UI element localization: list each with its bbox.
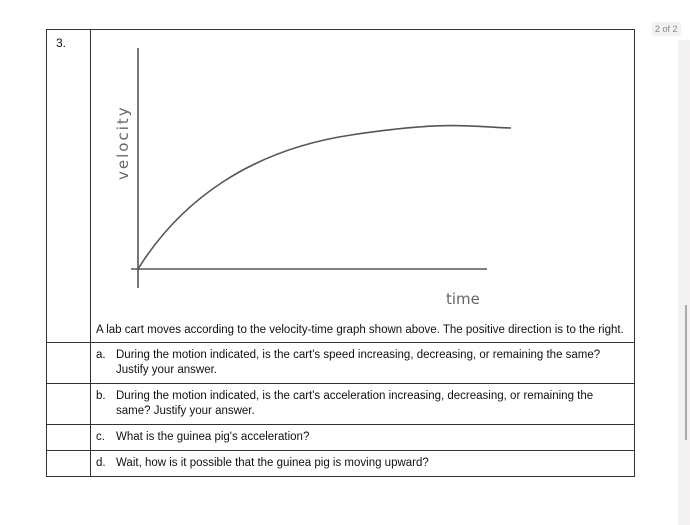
page-indicator: 2 of 2 — [652, 22, 681, 36]
part-letter: d. — [96, 457, 106, 469]
part-c-row — [47, 425, 635, 451]
part-d-row — [47, 451, 635, 477]
intro-text: A lab cart moves according to the velocity-time graph shown above. The positive direction is to the right. — [96, 324, 624, 336]
part-text: Wait, how is it possible that the guinea pig is moving upward? — [116, 457, 429, 469]
question-table — [46, 29, 635, 477]
part-b-row — [47, 384, 635, 425]
part-letter: a. — [96, 349, 106, 361]
part-a-row — [47, 343, 635, 384]
scrollbar-thumb[interactable] — [685, 305, 687, 440]
graph-cell — [91, 30, 635, 343]
question-number: 3. — [47, 30, 91, 343]
velocity-curve — [138, 126, 511, 270]
part-text: What is the guinea pig's acceleration? — [116, 431, 310, 443]
y-axis-label: velocity — [114, 105, 132, 180]
part-letter: c. — [96, 431, 105, 443]
scrollbar-track[interactable] — [678, 40, 690, 525]
part-letter: b. — [96, 390, 106, 402]
part-text: During the motion indicated, is the cart's acceleration increasing, decreasing, or remaining the same? Justify your answer. — [116, 390, 594, 417]
part-text: During the motion indicated, is the cart's speed increasing, decreasing, or remaining the same? Justify your answer. — [116, 349, 601, 376]
velocity-time-graph — [91, 30, 634, 320]
x-axis-label: time — [446, 290, 480, 308]
